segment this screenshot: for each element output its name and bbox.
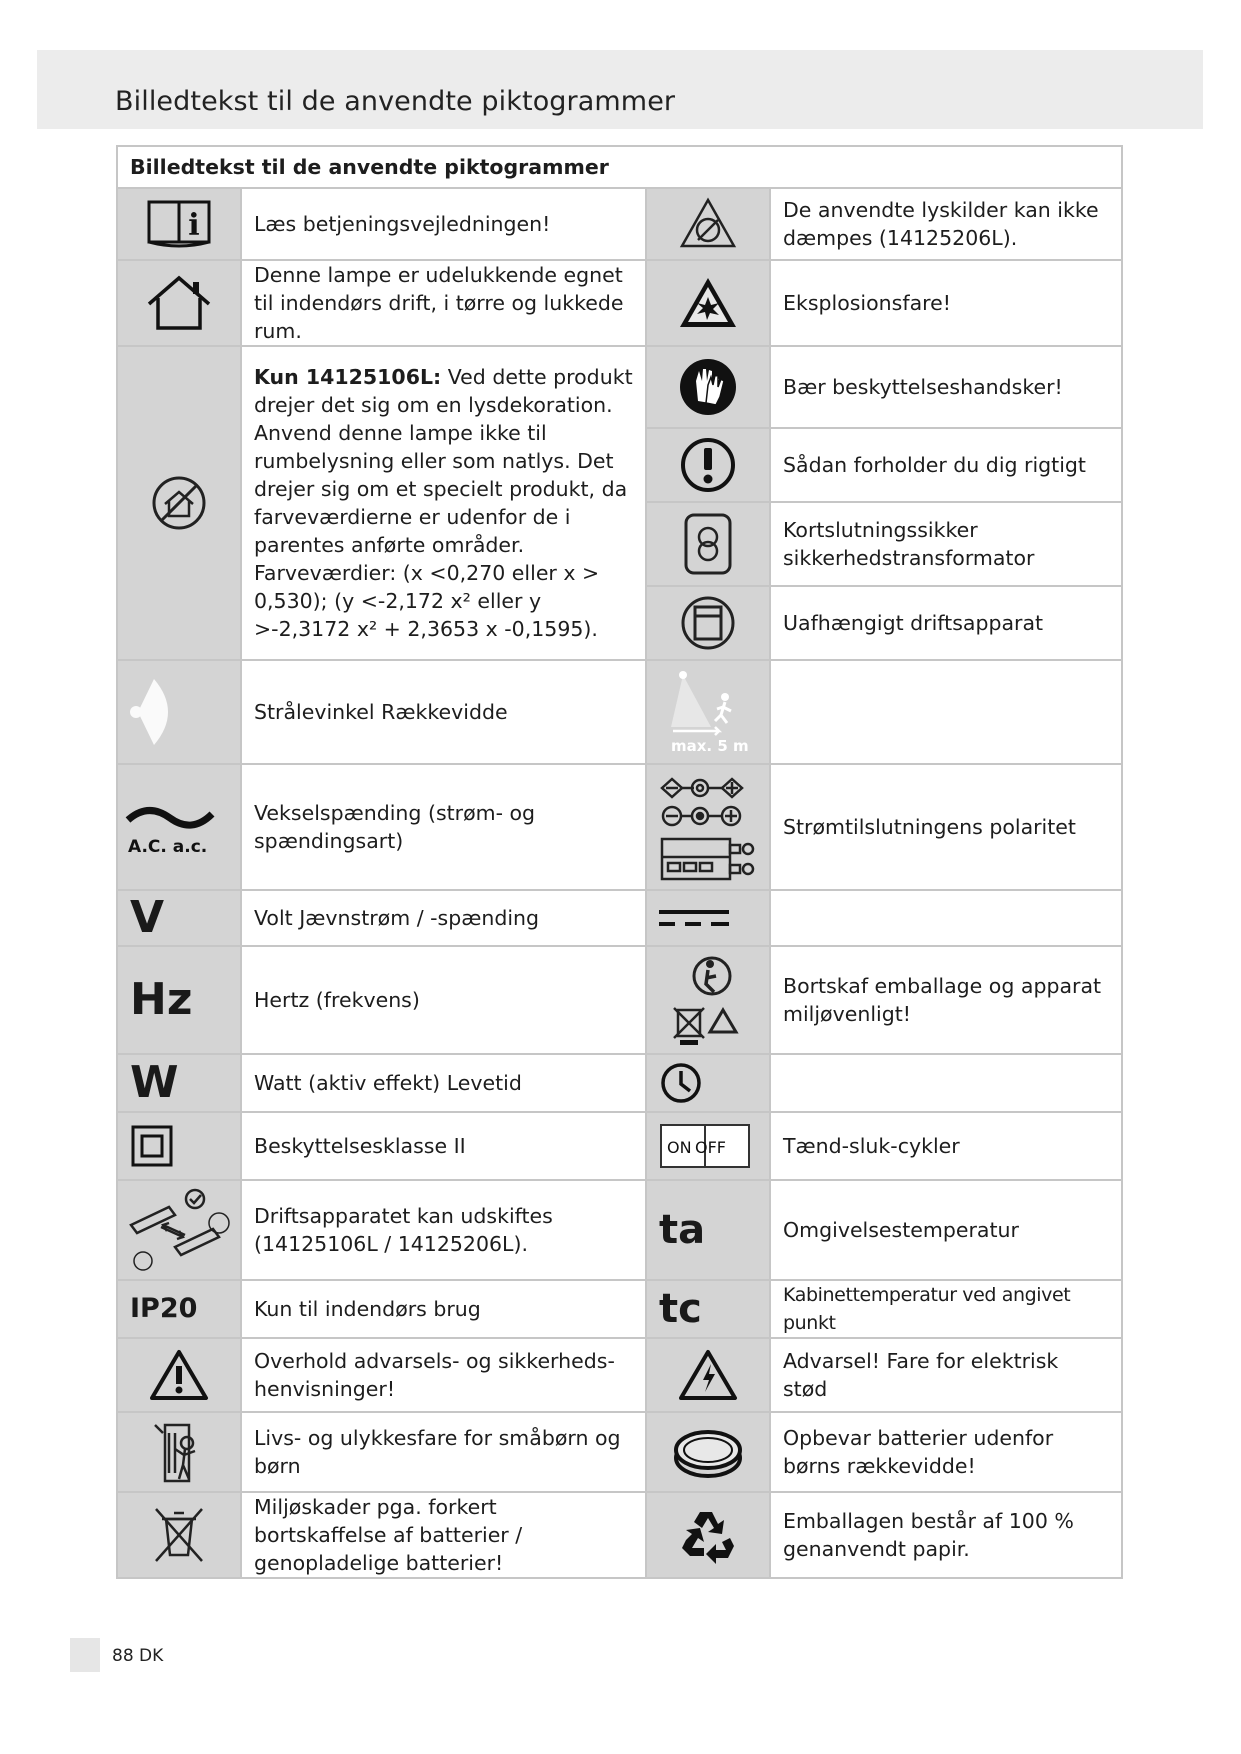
clock-icon [659,1061,703,1105]
hertz-icon-cell [117,946,241,1054]
battery-disposal-description: Miljøskader pga. forkert bortskaffelse af batterier / genopladelige batterier! [241,1492,646,1578]
electric-shock-icon [677,1348,739,1402]
no-dim-description: De anvendte lyskilder kan ikke dæmpes (14125206L). [770,188,1122,260]
svg-text:i: i [188,208,200,243]
gloves-description: Bær beskyttelseshandsker! [770,346,1122,428]
ac-description: Vekselspænding (strøm- og spændingsart) [241,764,646,890]
battery-description: Opbevar batterier udenfor børns rækkevidde! [770,1412,1122,1492]
table-row [117,1054,1122,1112]
page-title: Billedtekst til de anvendte piktogrammer [115,86,676,117]
recycled-icon-cell [646,1492,770,1578]
max-range-label: max. 5 m [671,737,749,755]
button-battery-icon [672,1422,744,1482]
explosion-description: Eksplosionsfare! [770,260,1122,346]
table-row [117,1412,1122,1492]
ambient-temperature-icon: ta [659,1207,706,1253]
case-temp-icon-cell [646,1280,770,1338]
replaceable-gear-icon-cell [117,1180,241,1280]
ac-label: A.C. a.c. [128,837,208,857]
explosion-warning-icon [677,275,739,331]
disposal-icon-cell [646,946,770,1054]
child-danger-description: Livs- og ulykkesfare for småbørn og børn [241,1412,646,1492]
indoor-description: Denne lampe er udelukkende egnet til indendørs drift, i tørre og lukkede rum. [241,260,646,346]
table-row [117,1180,1122,1280]
hertz-icon: Hz [130,974,193,1025]
range-walker-icon [663,667,753,757]
exclamation-circle-icon [679,436,737,494]
on-label: ON [667,1138,692,1157]
disposal-description: Bortskaf emballage og apparat miljøvenligt! [770,946,1122,1054]
volt-icon-cell [117,890,241,946]
on-off-description: Tænd-sluk-cykler [770,1112,1122,1180]
table-row [117,1112,1122,1180]
short-circuit-transformer-icon [682,511,734,577]
pictogram-table [116,145,1123,1579]
ac-icon-cell [117,764,241,890]
hertz-description: Hertz (frekvens) [241,946,646,1054]
no-room-lighting-icon [150,474,208,532]
table-header-row [117,146,1122,188]
child-danger-icon-cell [117,1412,241,1492]
class2-icon-cell [117,1112,241,1180]
shock-icon-cell [646,1338,770,1412]
child-danger-icon [149,1419,209,1485]
range-empty-cell [770,660,1122,764]
warning-description: Overhold advarsels- og sikkerhedshenvisninger! [241,1338,646,1412]
table-row [117,660,1122,764]
alternating-current-icon [124,796,220,858]
table-row [117,890,1122,946]
lifetime-empty-cell [770,1054,1122,1112]
caution-icon-cell [646,428,770,502]
protection-class-ii-icon [130,1124,174,1168]
dc-icon-cell [646,890,770,946]
watt-description: Watt (aktiv effekt) Levetid [241,1054,646,1112]
battery-icon-cell [646,1412,770,1492]
crossed-bin-icon [150,1505,208,1565]
on-off-icon-cell [646,1112,770,1180]
beam-angle-description: Strålevinkel Rækkevidde [241,660,646,764]
manual-description: Læs betjeningsvejledningen! [241,188,646,260]
gloves-icon [678,357,738,417]
table-heading: Billedtekst til de anvendte piktogrammer [117,146,1122,188]
warning-icon-cell [117,1338,241,1412]
ambient-temp-icon-cell [646,1180,770,1280]
dc-empty-cell [770,890,1122,946]
indoor-icon-cell [117,260,241,346]
table-row [117,1338,1122,1412]
table-row [117,764,1122,890]
table-row [117,1280,1122,1338]
no-room-light-icon-cell [117,346,241,660]
ip20-icon-cell [117,1280,241,1338]
warning-triangle-icon [148,1348,210,1402]
decoration-description [241,346,646,660]
beam-angle-icon [124,673,184,751]
polarity-icon [650,769,766,885]
replaceable-control-gear-icon [123,1185,235,1275]
battery-disposal-icon-cell [117,1492,241,1578]
volt-description: Volt Jævnstrøm / -spænding [241,890,646,946]
independent-gear-icon-cell [646,586,770,660]
case-temp-description: Kabinettemperatur ved angivet punkt [770,1280,1122,1338]
polarity-icon-cell [646,764,770,890]
off-label: OFF [695,1138,726,1157]
recycled-description: Emballagen består af 100 % genanvendt papir. [770,1492,1122,1578]
watt-icon-cell [117,1054,241,1112]
not-dimmable-icon [678,196,738,252]
polarity-description: Strømtilslutningens polaritet [770,764,1122,890]
on-off-cycles-icon [659,1122,751,1170]
caution-description: Sådan forholder du dig rigtigt [770,428,1122,502]
footer-marker [70,1638,100,1672]
ip20-icon: IP20 [130,1293,198,1324]
beam-angle-icon-cell [117,660,241,764]
transformer-icon-cell [646,502,770,586]
independent-control-gear-icon [679,594,737,652]
table-row [117,346,1122,428]
page-number: 88 DK [112,1646,164,1666]
explosion-icon-cell [646,260,770,346]
ambient-temp-description: Omgivelsestemperatur [770,1180,1122,1280]
table-row [117,188,1122,260]
model-lead: Kun 14125106L: [254,365,442,389]
transformer-description: Kortslutningssikker sikkerhedstransformator [770,502,1122,586]
no-dim-icon-cell [646,188,770,260]
table-row [117,946,1122,1054]
eco-disposal-icon [668,952,748,1048]
recycle-icon [678,1506,738,1564]
table-row [117,260,1122,346]
direct-current-icon [653,903,733,933]
volt-icon: V [130,892,165,943]
shock-description: Advarsel! Fare for elektrisk stød [770,1338,1122,1412]
independent-gear-description: Uafhængigt driftsapparat [770,586,1122,660]
lifetime-icon-cell [646,1054,770,1112]
table-row [117,1492,1122,1578]
manual-book-icon [146,198,212,250]
decoration-text: Ved dette produkt drejer det sig om en lysdekoration. Anvend denne lampe ikke til rumbelysning eller som natlys. Det drejer sig om et specielt produkt, da farveværdierne er udenfor de i parentes anførte områder. Farveværdier: (x <0,270 eller x > 0,530); (y <-2,172 x² eller y >-2,3172 x² + 2,3653 x -0,1595). [254,365,633,641]
replaceable-gear-description: Driftsapparatet kan udskiftes (14125106L / 14125206L). [241,1180,646,1280]
watt-icon: W [130,1057,179,1108]
ip20-description: Kun til indendørs brug [241,1280,646,1338]
manual-icon-cell [117,188,241,260]
range-icon-cell [646,660,770,764]
case-temperature-icon: tc [659,1286,702,1332]
house-icon [145,274,213,332]
gloves-icon-cell [646,346,770,428]
class2-description: Beskyttelsesklasse II [241,1112,646,1180]
